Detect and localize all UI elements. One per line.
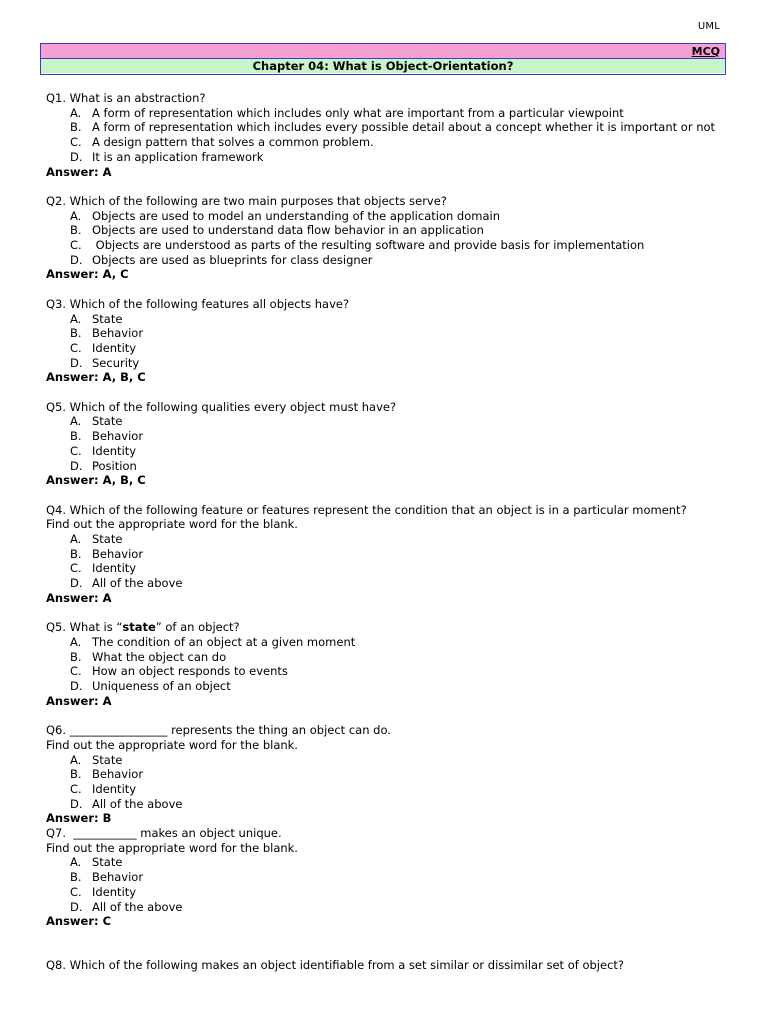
option-row <box>46 650 736 665</box>
option-row <box>46 753 736 768</box>
option-row <box>46 532 736 547</box>
option-letter: C. <box>70 135 82 150</box>
option-letter: A. <box>70 855 82 870</box>
chapter-title-box <box>40 43 726 75</box>
option-text: Behavior <box>92 870 144 885</box>
option-text: Position <box>92 458 137 473</box>
option-letter: C. <box>70 781 82 796</box>
option-letter: D. <box>70 899 83 914</box>
option-row <box>46 782 736 797</box>
question-block <box>46 400 736 488</box>
question-text: Q3. Which of the following features all objects have? <box>46 296 350 311</box>
option-text: Identity <box>92 443 137 458</box>
question-instruction: Find out the appropriate word for the blank. <box>46 517 298 532</box>
question-instruction: Find out the appropriate word for the blank. <box>46 840 298 855</box>
option-row <box>46 576 736 591</box>
option-row <box>46 444 736 459</box>
option-row <box>46 797 736 812</box>
option-row <box>46 635 736 650</box>
option-letter: D. <box>70 252 83 267</box>
option-text: How an object responds to events <box>92 664 288 679</box>
option-text: Objects are understood as parts of the resulting software and provide basis for implementation <box>92 238 645 253</box>
option-row <box>46 547 736 562</box>
question-text-emphasis: state <box>122 620 156 635</box>
option-letter: A. <box>70 105 82 120</box>
option-letter: D. <box>70 576 83 591</box>
answer-line: Answer: A <box>46 164 112 179</box>
option-row <box>46 312 736 327</box>
answer-line: Answer: C <box>46 914 112 929</box>
option-letter: B. <box>70 767 82 782</box>
option-text: What the object can do <box>92 649 227 664</box>
answer-line: Answer: A <box>46 693 112 708</box>
option-letter: B. <box>70 870 82 885</box>
option-row <box>46 238 736 253</box>
option-letter: B. <box>70 120 82 135</box>
option-row <box>46 120 736 135</box>
option-row <box>46 326 736 341</box>
option-row <box>46 459 736 474</box>
option-row <box>46 253 736 268</box>
answer-line: Answer: A, B, C <box>46 473 146 488</box>
option-text: Objects are used to model an understanding of the application domain <box>92 208 501 223</box>
question-text: Q5. Which of the following qualities every object must have? <box>46 399 397 414</box>
option-letter: C. <box>70 238 82 253</box>
question-block <box>46 194 736 282</box>
option-text: All of the above <box>92 576 183 591</box>
option-text: Behavior <box>92 326 144 341</box>
option-row <box>46 885 736 900</box>
option-letter: A. <box>70 208 82 223</box>
option-text: All of the above <box>92 899 183 914</box>
option-row <box>46 223 736 238</box>
option-letter: A. <box>70 414 82 429</box>
option-row <box>46 855 736 870</box>
question-text: Q7. ___________ makes an object unique. <box>46 826 282 841</box>
option-row <box>46 356 736 371</box>
question-block <box>46 620 736 708</box>
option-text: It is an application framework <box>92 149 264 164</box>
option-text: A form of representation which includes only what are important from a particular viewpoint <box>92 105 624 120</box>
option-row <box>46 414 736 429</box>
option-row <box>46 209 736 224</box>
option-text: Identity <box>92 561 137 576</box>
answer-line: Answer: A, C <box>46 267 129 282</box>
question-text: Q1. What is an abstraction? <box>46 91 206 105</box>
option-letter: D. <box>70 796 83 811</box>
option-text: Identity <box>92 340 137 355</box>
option-text: Objects are used as blueprints for class designer <box>92 252 373 267</box>
question-text-suffix: ” of an object? <box>155 620 240 635</box>
answer-line: Answer: A <box>46 590 112 605</box>
option-row <box>46 135 736 150</box>
option-letter: C. <box>70 340 82 355</box>
option-text: Behavior <box>92 429 144 444</box>
option-text: Identity <box>92 781 137 796</box>
question-text <box>46 620 736 635</box>
question-block <box>46 503 736 606</box>
option-text: Objects are used to understand data flow behavior in an application <box>92 223 484 238</box>
option-letter: B. <box>70 546 82 561</box>
option-letter: B. <box>70 649 82 664</box>
question-text: Q8. Which of the following makes an object identifiable from a set similar or dissimilar set of object? <box>46 958 624 973</box>
option-row <box>46 341 736 356</box>
option-letter: D. <box>70 355 83 370</box>
option-row <box>46 561 736 576</box>
option-row <box>46 429 736 444</box>
question-block <box>46 297 736 385</box>
option-text: The condition of an object at a given moment <box>92 634 356 649</box>
option-text: Behavior <box>92 546 144 561</box>
question-text-prefix: Q5. What is “ <box>46 620 123 635</box>
option-text: Behavior <box>92 767 144 782</box>
option-row <box>46 664 736 679</box>
question-block <box>46 826 736 929</box>
option-row <box>46 106 736 121</box>
option-text: Uniqueness of an object <box>92 679 231 694</box>
option-row <box>46 679 736 694</box>
question-block <box>46 723 736 826</box>
option-text: Security <box>92 355 140 370</box>
option-letter: B. <box>70 326 82 341</box>
option-letter: C. <box>70 884 82 899</box>
question-block <box>46 958 736 973</box>
option-letter: C. <box>70 561 82 576</box>
option-text: State <box>92 414 123 429</box>
option-letter: D. <box>70 679 83 694</box>
option-text: A form of representation which includes every possible detail about a concept whether it is important or not <box>92 120 716 135</box>
chapter-title: Chapter 04: What is Object-Orientation? <box>41 59 725 73</box>
option-letter: B. <box>70 223 82 238</box>
option-letter: A. <box>70 311 82 326</box>
option-text: State <box>92 752 123 767</box>
option-letter: C. <box>70 664 82 679</box>
option-text: State <box>92 311 123 326</box>
question-list <box>46 91 736 973</box>
option-letter: A. <box>70 634 82 649</box>
option-text: Identity <box>92 884 137 899</box>
running-header: UML <box>697 21 720 32</box>
option-letter: D. <box>70 149 83 164</box>
option-row <box>46 767 736 782</box>
option-row <box>46 870 736 885</box>
mcq-tag: MCQ <box>41 44 725 59</box>
question-text: Q4. Which of the following feature or features represent the condition that an object is in a particular moment? <box>46 502 687 517</box>
answer-line: Answer: A, B, C <box>46 370 146 385</box>
question-text: Q6. _________________ represents the thing an object can do. <box>46 723 391 738</box>
option-text: State <box>92 532 123 547</box>
question-text: Q2. Which of the following are two main purposes that objects serve? <box>46 193 447 208</box>
option-text: All of the above <box>92 796 183 811</box>
option-row <box>46 150 736 165</box>
question-instruction: Find out the appropriate word for the blank. <box>46 737 298 752</box>
option-row <box>46 900 736 915</box>
option-letter: D. <box>70 458 83 473</box>
option-text: State <box>92 855 123 870</box>
option-text: A design pattern that solves a common problem. <box>92 135 374 150</box>
option-letter: B. <box>70 429 82 444</box>
option-letter: A. <box>70 532 82 547</box>
answer-line: Answer: B <box>46 811 112 826</box>
question-block <box>46 91 736 179</box>
option-letter: A. <box>70 752 82 767</box>
option-letter: C. <box>70 443 82 458</box>
